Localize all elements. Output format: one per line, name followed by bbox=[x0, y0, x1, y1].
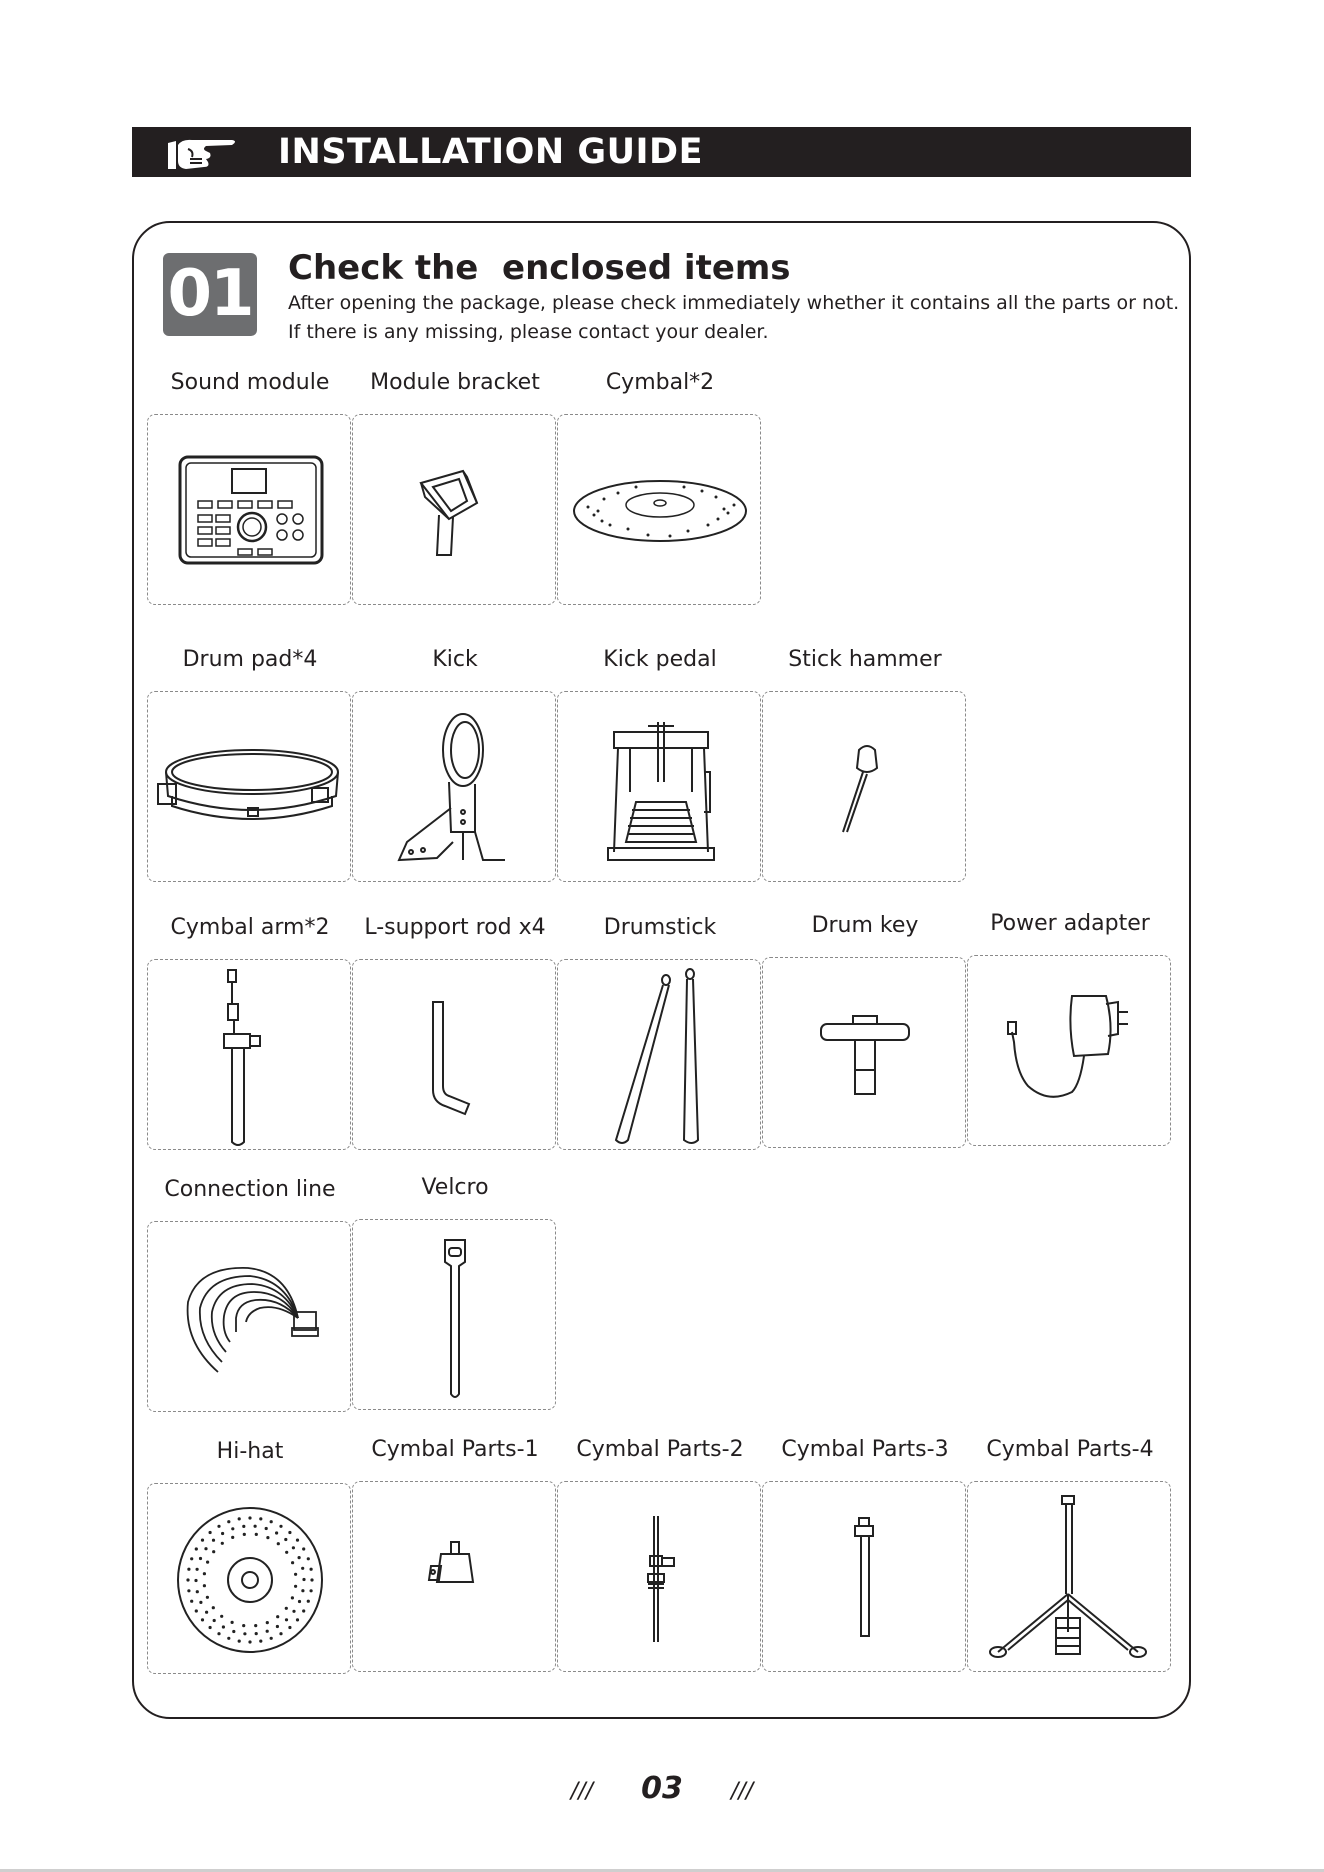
footer-left-mark: /// bbox=[570, 1779, 594, 1804]
power-adapter-icon bbox=[968, 956, 1172, 1147]
item-label: Cymbal Parts-4 bbox=[986, 1437, 1154, 1462]
module-bracket-icon bbox=[353, 415, 557, 606]
item-card-cymbal-parts-2 bbox=[557, 1481, 761, 1672]
kick-icon bbox=[353, 692, 557, 883]
header-banner bbox=[132, 127, 1191, 177]
cymbal-icon bbox=[558, 415, 762, 606]
item-card-cymbal bbox=[557, 414, 761, 605]
step-number-badge: 01 bbox=[163, 253, 257, 336]
connection-line-icon bbox=[148, 1222, 352, 1413]
kick-pedal-icon bbox=[558, 692, 762, 883]
item-card-velcro bbox=[352, 1219, 556, 1410]
footer-right-mark: /// bbox=[730, 1779, 754, 1804]
page-footer bbox=[0, 1771, 1324, 1806]
drumstick-icon bbox=[558, 960, 762, 1151]
item-label: Module bracket bbox=[370, 370, 540, 395]
item-label: Kick pedal bbox=[603, 647, 717, 672]
item-label: L-support rod x4 bbox=[364, 915, 546, 940]
item-card-stick-hammer bbox=[762, 691, 966, 882]
item-label: Drum pad*4 bbox=[182, 647, 318, 672]
item-label: Stick hammer bbox=[788, 647, 942, 672]
item-card-cymbal-parts-3 bbox=[762, 1481, 966, 1672]
item-card-module-bracket bbox=[352, 414, 556, 605]
item-card-hi-hat bbox=[147, 1483, 351, 1674]
item-card-connection-line bbox=[147, 1221, 351, 1412]
item-card-cymbal-parts-1 bbox=[352, 1481, 556, 1672]
item-label: Sound module bbox=[170, 370, 330, 395]
item-card-drumstick bbox=[557, 959, 761, 1150]
item-label: Cymbal Parts-2 bbox=[576, 1437, 744, 1462]
page-title: INSTALLATION GUIDE bbox=[278, 132, 704, 172]
item-card-kick-pedal bbox=[557, 691, 761, 882]
cymbal-parts-2-icon bbox=[558, 1482, 762, 1673]
item-label: Cymbal*2 bbox=[605, 370, 715, 395]
cymbal-parts-4-icon bbox=[968, 1482, 1172, 1673]
item-card-power-adapter bbox=[967, 955, 1171, 1146]
step-title: Check the enclosed items bbox=[288, 248, 791, 288]
hi-hat-icon bbox=[148, 1484, 352, 1675]
item-label: Cymbal Parts-3 bbox=[781, 1437, 949, 1462]
item-label: Cymbal arm*2 bbox=[170, 915, 330, 940]
drum-key-icon bbox=[763, 958, 967, 1149]
pointing-hand-icon bbox=[162, 131, 240, 173]
item-card-drum-pad bbox=[147, 691, 351, 882]
cymbal-parts-1-icon bbox=[353, 1482, 557, 1673]
item-card-cymbal-arm bbox=[147, 959, 351, 1150]
item-label: Connection line bbox=[164, 1177, 336, 1202]
item-label: Drumstick bbox=[603, 915, 717, 940]
stick-hammer-icon bbox=[763, 692, 967, 883]
item-label: Drum key bbox=[811, 913, 919, 938]
velcro-icon bbox=[353, 1220, 557, 1411]
l-support-rod-icon bbox=[353, 960, 557, 1151]
item-card-sound-module bbox=[147, 414, 351, 605]
item-card-cymbal-parts-4 bbox=[967, 1481, 1171, 1672]
drum-pad-icon bbox=[148, 692, 352, 883]
item-card-kick bbox=[352, 691, 556, 882]
page-number: 03 bbox=[641, 1771, 683, 1806]
sound-module-icon bbox=[148, 415, 352, 606]
cymbal-arm-icon bbox=[148, 960, 352, 1151]
step-description: After opening the package, please check immediately whether it contains all the parts or not. If there is any missing, please contact your dealer. bbox=[288, 292, 1180, 343]
item-label: Kick bbox=[432, 647, 478, 672]
item-label: Velcro bbox=[421, 1175, 489, 1200]
item-card-l-support-rod bbox=[352, 959, 556, 1150]
item-label: Power adapter bbox=[990, 911, 1150, 936]
item-card-drum-key bbox=[762, 957, 966, 1148]
item-label: Cymbal Parts-1 bbox=[371, 1437, 539, 1462]
cymbal-parts-3-icon bbox=[763, 1482, 967, 1673]
item-label: Hi-hat bbox=[216, 1439, 284, 1464]
